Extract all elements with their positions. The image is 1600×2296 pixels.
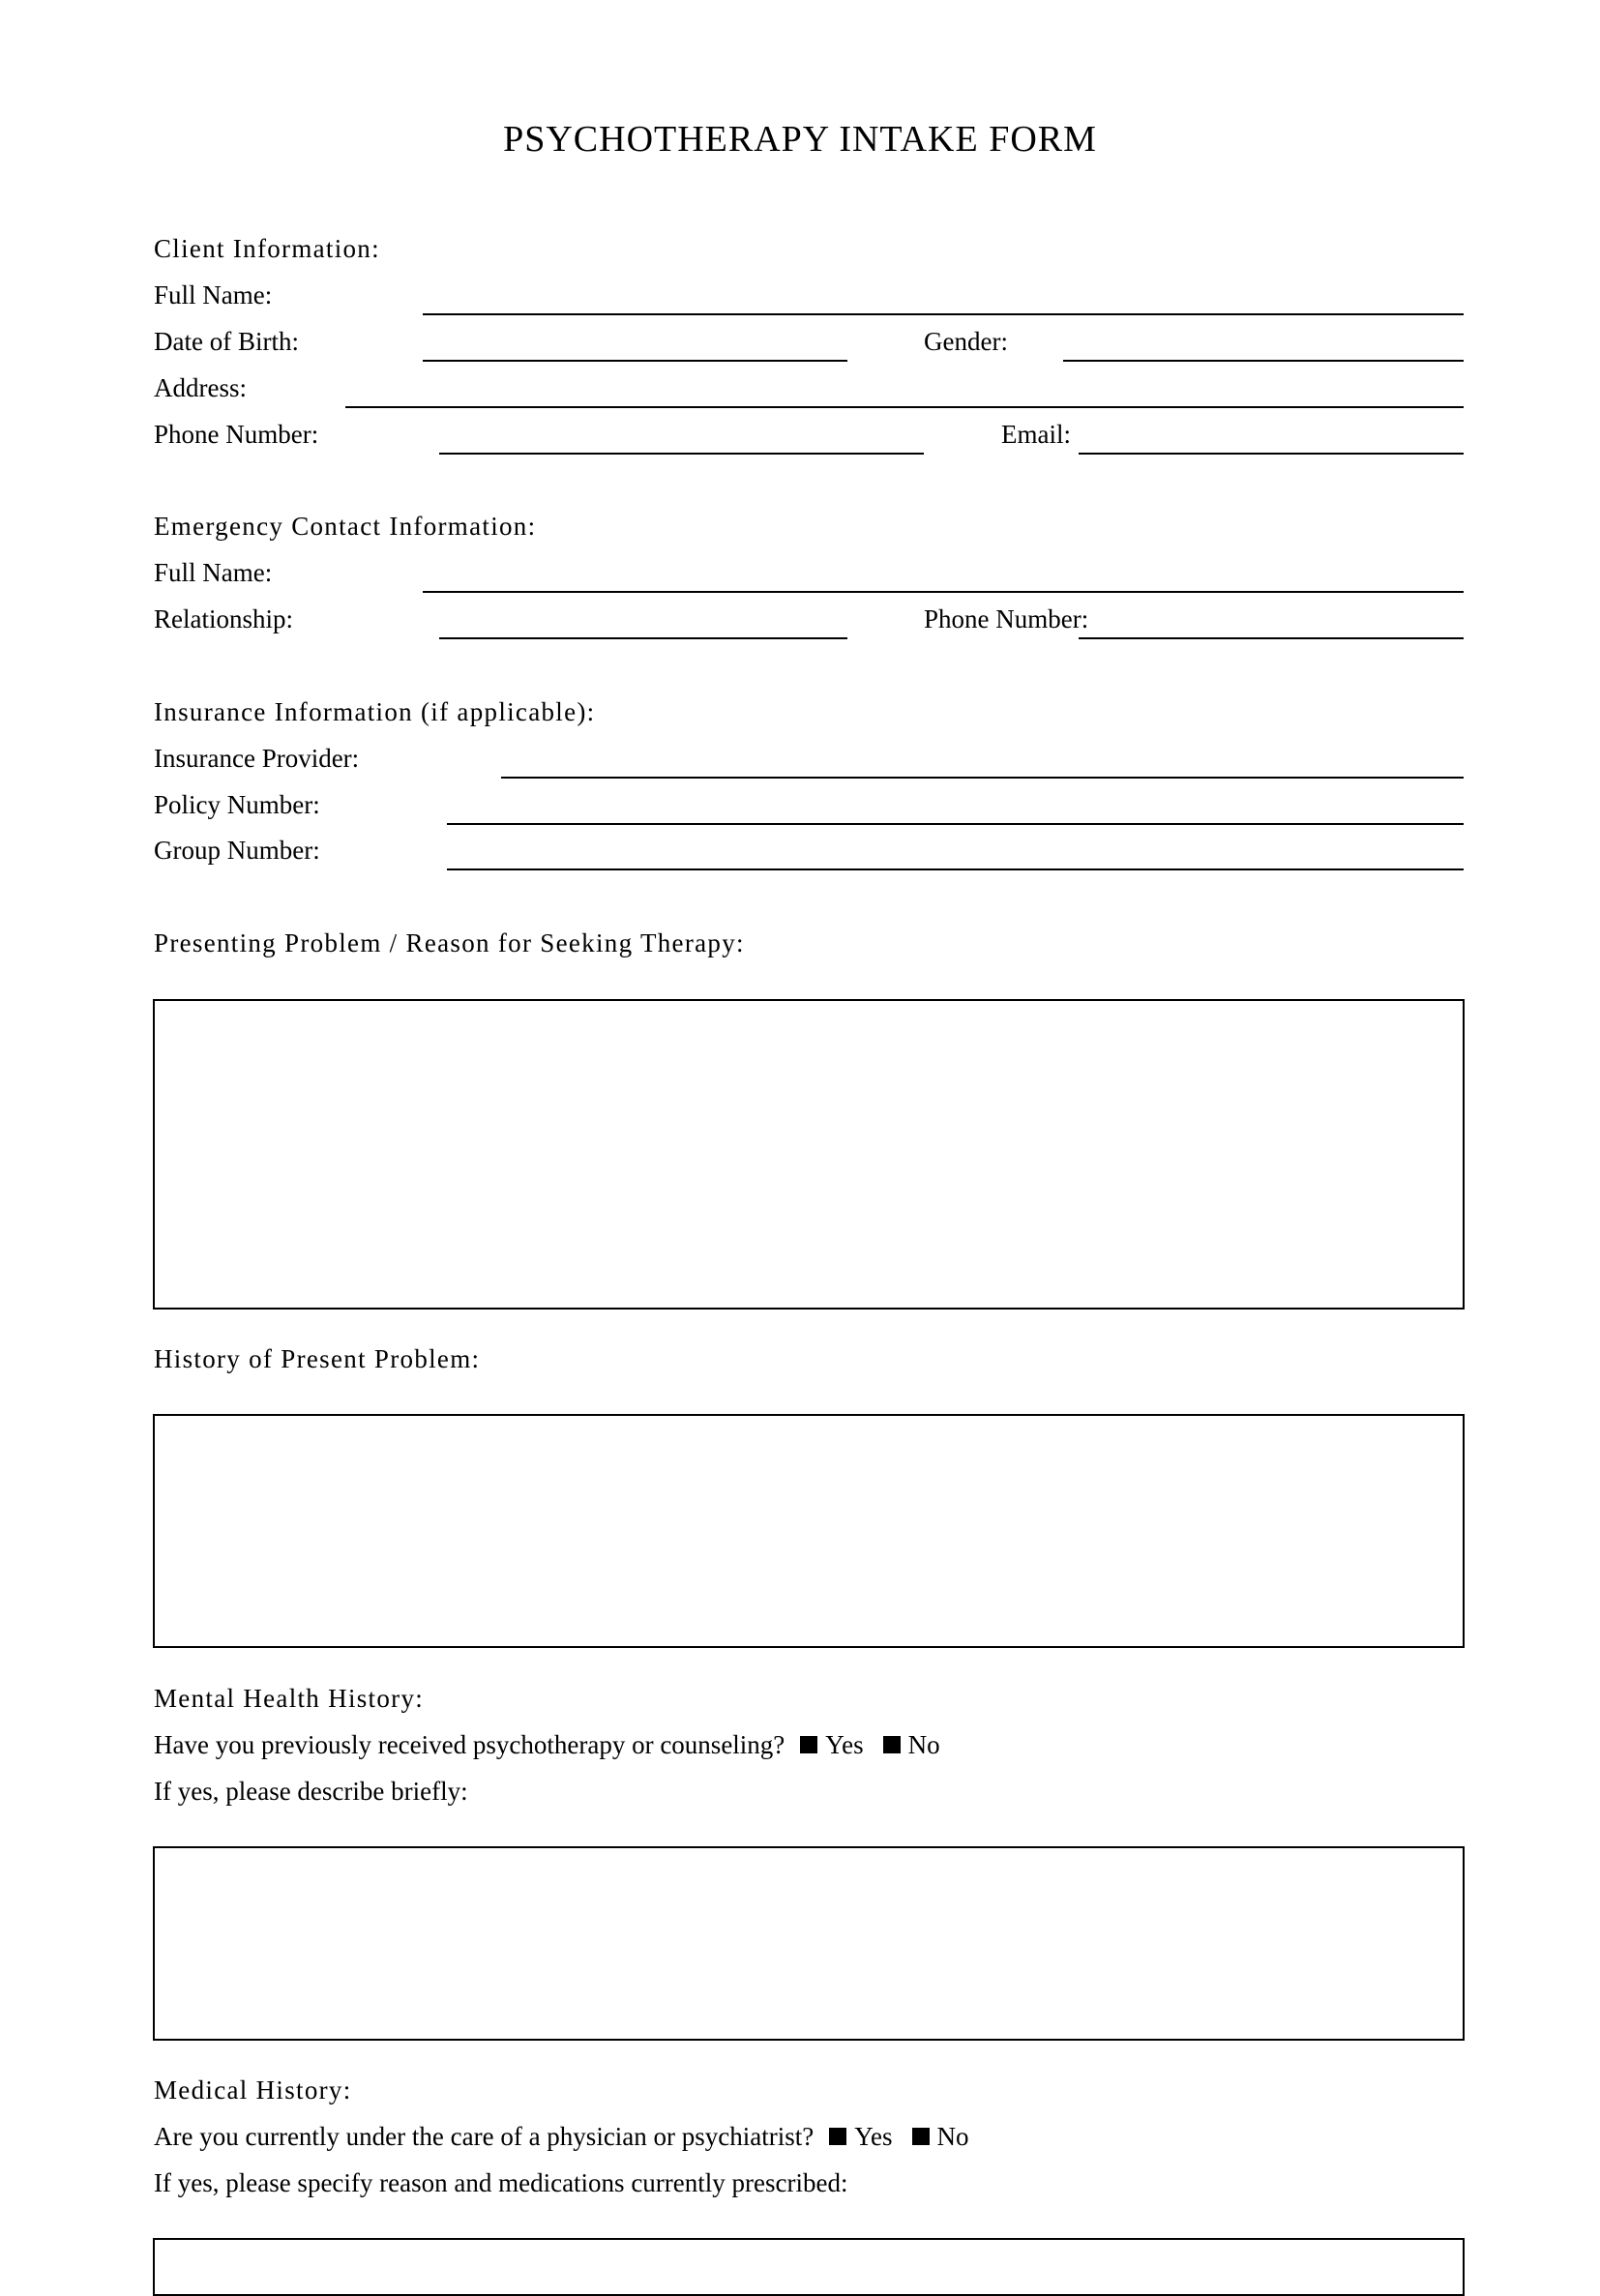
emergency-full-name-field[interactable]: [423, 591, 1464, 593]
emergency-contact-heading: Emergency Contact Information:: [154, 512, 537, 541]
client-full-name-label: Full Name:: [154, 280, 273, 309]
emergency-full-name-label: Full Name:: [154, 558, 273, 587]
medical-no-label: No: [936, 2122, 969, 2151]
emergency-relationship-label: Relationship:: [154, 604, 293, 633]
client-address-label: Address:: [154, 373, 247, 402]
client-gender-label: Gender:: [924, 327, 1008, 356]
client-full-name-field[interactable]: [423, 313, 1464, 315]
insurance-provider-label: Insurance Provider:: [154, 744, 360, 773]
mental-health-question: Have you previously received psychotherapy or counseling?: [154, 1730, 785, 1759]
client-dob-field[interactable]: [423, 360, 847, 362]
client-dob-label: Date of Birth:: [154, 327, 299, 356]
history-textarea[interactable]: [153, 1414, 1465, 1648]
group-number-label: Group Number:: [154, 836, 320, 865]
presenting-problem-textarea[interactable]: [153, 999, 1465, 1310]
group-number-field[interactable]: [447, 868, 1464, 870]
emergency-relationship-field[interactable]: [439, 637, 847, 639]
history-heading: History of Present Problem:: [154, 1344, 481, 1373]
presenting-problem-heading: Presenting Problem / Reason for Seeking Therapy:: [154, 928, 745, 957]
medical-no-option[interactable]: [912, 2122, 969, 2152]
mental-health-question-row: [154, 1730, 940, 1760]
policy-number-field[interactable]: [447, 823, 1464, 825]
client-gender-field[interactable]: [1063, 360, 1464, 362]
emergency-phone-field[interactable]: [1079, 637, 1464, 639]
client-email-label: Email:: [1001, 420, 1071, 449]
client-info-heading: Client Information:: [154, 234, 380, 263]
mental-health-yes-label: Yes: [825, 1730, 864, 1759]
checkbox-icon[interactable]: [912, 2128, 930, 2145]
policy-number-label: Policy Number:: [154, 790, 320, 819]
mental-health-textarea[interactable]: [153, 1846, 1465, 2041]
mental-health-no-option[interactable]: [883, 1730, 940, 1760]
medical-question-row: [154, 2122, 969, 2152]
insurance-heading: Insurance Information (if applicable):: [154, 697, 596, 726]
insurance-provider-field[interactable]: [501, 777, 1464, 779]
checkbox-icon[interactable]: [800, 1736, 817, 1753]
mental-health-no-label: No: [907, 1730, 940, 1759]
mental-health-followup: If yes, please describe briefly:: [154, 1777, 468, 1806]
emergency-phone-label: Phone Number:: [924, 604, 1089, 633]
checkbox-icon[interactable]: [829, 2128, 846, 2145]
medical-textarea[interactable]: [153, 2238, 1465, 2296]
medical-followup: If yes, please specify reason and medications currently prescribed:: [154, 2168, 848, 2197]
checkbox-icon[interactable]: [883, 1736, 901, 1753]
medical-history-heading: Medical History:: [154, 2075, 352, 2105]
client-phone-field[interactable]: [439, 453, 924, 455]
mental-health-yes-option[interactable]: [800, 1730, 863, 1760]
mental-health-heading: Mental Health History:: [154, 1684, 425, 1713]
medical-question: Are you currently under the care of a physician or psychiatrist?: [154, 2122, 815, 2151]
client-phone-label: Phone Number:: [154, 420, 319, 449]
client-email-field[interactable]: [1079, 453, 1464, 455]
client-address-field[interactable]: [345, 406, 1464, 408]
medical-yes-option[interactable]: [829, 2122, 892, 2152]
medical-yes-label: Yes: [854, 2122, 893, 2151]
form-title: PSYCHOTHERAPY INTAKE FORM: [503, 119, 1097, 160]
